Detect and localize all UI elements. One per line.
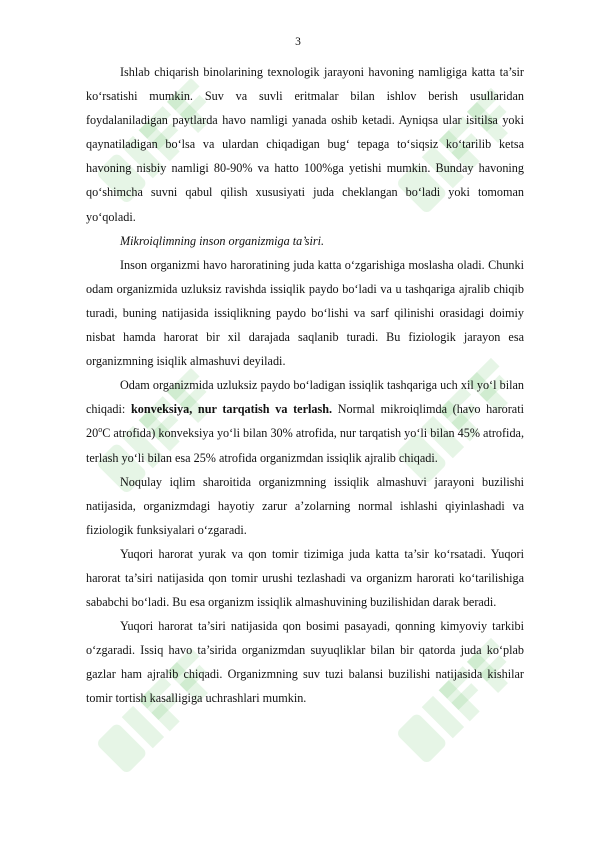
paragraph: Ishlab chiqarish binolarining texnologik jarayoni havoning namligiga katta ta’sir ko‘rsatishi mumkin. Suv va suvli eritmalar bilan ishlov berish usullaridan foydalaniladigan paytlarda havo namligi yanada oshib ketadi. Ayniqsa ular isitilsa yoki qaynatiladigan bo‘lsa va ulardan chiqadigan bug‘ tepaga to‘siqsiz ko‘tarilib ketsa havoning nisbiy namligi 80-90% va hatto 100%ga yetishi mumkin. Bunday havoning qo‘shimcha suvni qabul qilish xususiyati juda cheklangan bo‘ladi yoki tomoman yo‘qoladi. [86, 65, 524, 224]
page-number: 3 [295, 36, 301, 48]
paragraph-text: C atrofida) konveksiya yo‘li bilan 30% atrofida, nur tarqatish yo‘li bilan 45% atrofida, terlash yo‘li bilan esa 25% atrofida organizmdan issiqlik ajralib chiqadi. [86, 426, 524, 465]
paragraph: Inson organizmi havo haroratining juda katta o‘zgarishiga moslasha oladi. Chunki odam organizmida uzluksiz ravishda issiqlik paydo bo‘ladi va u tashqariga ajralib chiqib turadi, buning natijasida issiqlikning paydo bo‘lishi va sarf qilinishi orasidagi doimiy nisbat hamda harorat bir xil darajada saqlanib turadi. Bu fiziologik jarayon esa organizmning isiqlik almashuvi deyiladi. [86, 257, 524, 369]
paragraph-text: Odam organizmida uzluksiz paydo bo‘ladigan issiqlik tashqariga uch xil yo‘l bilan chiqadi: [86, 378, 524, 417]
paragraph: Yuqori harorat yurak va qon tomir tizimiga juda katta ta’sir ko‘rsatadi. Yuqori harorat ta’siri natijasida qon tomir urushi tezlashadi va organizm harorati ko‘tarilishiga sababchi bo‘ladi. Bu esa organizm issiqlik almashuvining buzilishidan darak beradi. [86, 546, 524, 610]
degree-superscript: o [98, 425, 103, 435]
section-heading: Mikroiqlimning inson organizmiga ta’siri. [120, 233, 325, 248]
paragraph: Noqulay iqlim sharoitida organizmning issiqlik almashuvi jarayoni buzilishi natijasida, organizmdagi hayotiy zarur a’zolarning normal ishlashi qiyinlashadi va fiziologik funksiyalari o‘zgaradi. [86, 474, 524, 537]
paragraph: Yuqori harorat ta’siri natijasida qon bosimi pasayadi, qonning kimyoviy tarkibi o‘zgaradi. Issiq havo ta’sirida organizmdan suyuqliklar bilan bir qatorda juda ko‘plab gazlar ham ajralib chiqadi. Organizmning suv tuzi balansi buzilishi natijasida kishilar tomir tortish kasalligiga uchrashlari mumkin. [86, 619, 524, 706]
bold-term: konveksiya, nur tarqatish va terlash. [130, 402, 333, 417]
paragraph [86, 373, 524, 469]
paragraph-text: Normal mikroiqlimda (havo harorati 20 [86, 402, 524, 441]
document-body [86, 60, 524, 711]
